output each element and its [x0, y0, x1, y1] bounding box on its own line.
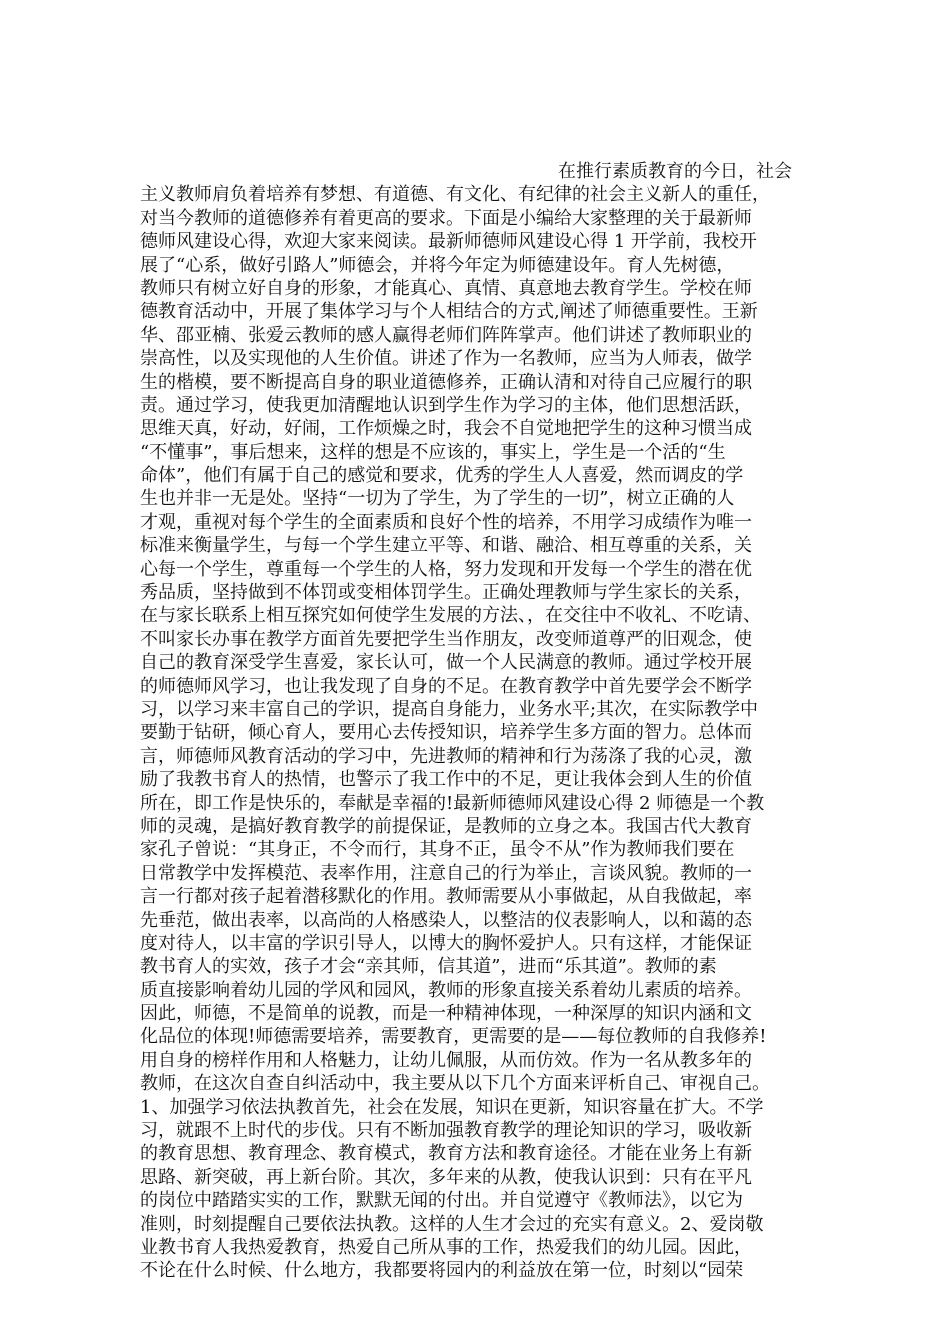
text-line: 主义教师肩负着培养有梦想、有道德、有文化、有纪律的社会主义新人的重任， [140, 184, 770, 206]
text-line: 的师德师风学习，也让我发现了自身的不足。在教育教学中首先要学会不断学 [140, 675, 752, 697]
text-line: 标准来衡量学生，与每一个学生建立平等、和谐、融洽、相互尊重的关系，关 [140, 535, 752, 557]
text-line: 教师，在这次自查自纠活动中，我主要从以下几个方面来评析自己、审视自己。 [140, 1073, 770, 1095]
text-line: 度对待人，以丰富的学识引导人，以博大的胸怀爱护人。只有这样，才能保证 [140, 932, 752, 954]
text-line: 生的楷模，要不断提高自身的职业道德修养，正确认清和对待自己应履行的职 [140, 371, 752, 393]
text-line: 用自身的榜样作用和人格魅力，让幼儿佩服，从而仿效。作为一名从教多年的 [140, 1049, 752, 1071]
text-line: 思路、新突破，再上新台阶。其次，多年来的从教，使我认识到：只有在平凡 [140, 1166, 752, 1188]
text-line: 所在，即工作是快乐的，奉献是幸福的!最新师德师风建设心得 2 师德是一个教 [140, 792, 765, 814]
text-line: 德教育活动中，开展了集体学习与个人相结合的方式,阐述了师德重要性。王新 [140, 301, 758, 323]
text-line: 言，师德师风教育活动的学习中，先进教师的精神和行为荡涤了我的心灵，激 [140, 745, 752, 767]
text-line: 因此，师德，不是简单的说教，而是一种精神体现，一种深厚的知识内涵和文 [140, 1003, 752, 1025]
text-line: 在推行素质教育的今日，社会 [558, 161, 792, 182]
text-line: 质直接影响着幼儿园的学风和园风，教师的形象直接关系着幼儿素质的培养。 [140, 979, 752, 1001]
text-line: 的岗位中踏踏实实的工作，默默无闻的付出。并自觉遵守《教师法》，以它为 [140, 1190, 743, 1212]
text-line: 思维天真，好动，好闹，工作烦燥之时，我会不自觉地把学生的这种习惯当成 [140, 418, 752, 440]
text-line: 展了“心系，做好引路人”师德会，并将今年定为师德建设年。育人先树德， [140, 254, 735, 276]
text-line: 不论在什么时候、什么地方，我都要将园内的利益放在第一位，时刻以“园荣 [140, 1260, 744, 1282]
text-line: 励了我教书育人的热情，也警示了我工作中的不足，更让我体会到人生的价值 [140, 769, 752, 791]
text-line: 日常教学中发挥模范、表率作用，注意自己的行为举止，言谈风貌。教师的一 [140, 862, 752, 884]
text-line: 1、加强学习依法执教首先，社会在发展，知识在更新，知识容量在扩大。不学 [140, 1096, 764, 1118]
text-line: 家孔子曾说：“其身正，不令而行，其身不正，虽令不从”作为教师我们要在 [140, 839, 735, 861]
text-line: 的教育思想、教育理念、教育模式，教育方法和教育途径。才能在业务上有新 [140, 1143, 752, 1165]
text-line: 对当今教师的道德修养有着更高的要求。下面是小编给大家整理的关于最新师 [140, 207, 752, 229]
text-line: 习，就跟不上时代的步伐。只有不断加强教育教学的理论知识的学习，吸收新 [140, 1120, 752, 1142]
text-line: 生也并非一无是处。坚持“一切为了学生，为了学生的一切”，树立正确的人 [140, 488, 735, 510]
text-line: 在与家长联系上相互探究如何使学生发展的方法、，在交往中不收礼、不吃请、 [140, 605, 761, 627]
text-line: 德师风建设心得，欢迎大家来阅读。最新师德师风建设心得 1 开学前，我校开 [140, 231, 757, 253]
text-line: “不懂事”，事后想来，这样的想是不应该的，事实上，学生是一个活的“生 [140, 441, 726, 463]
text-line: 教书育人的实效，孩子才会“亲其师，信其道”，进而“乐其道”。教师的素 [140, 956, 717, 978]
text-line: 教师只有树立好自身的形象，才能真心、真情、真意地去教育学生。学校在师 [140, 277, 752, 299]
text-line: 自己的教育深受学生喜爱，家长认可，做一个人民满意的教师。通过学校开展 [140, 652, 752, 674]
text-line: 才观，重视对每个学生的全面素质和良好个性的培养，不用学习成绩作为唯一 [140, 511, 752, 533]
text-line: 责。通过学习，使我更加清醒地认识到学生作为学习的主体，他们思想活跃， [140, 394, 752, 416]
text-line: 秀品质，坚持做到不体罚或变相体罚学生。正确处理教师与学生家长的关系， [140, 582, 752, 604]
text-line: 不叫家长办事在教学方面首先要把学生当作朋友，改变师道尊严的旧观念，使 [140, 628, 752, 650]
text-line: 化品位的体现!师德需要培养，需要教育，更需要的是——每位教师的自我修养! [140, 1026, 767, 1048]
text-line: 华、邵亚楠、张爱云教师的感人赢得老师们阵阵掌声。他们讲述了教师职业的 [140, 324, 752, 346]
text-line: 命体”，他们有属于自己的感觉和要求，优秀的学生人人喜爱，然而调皮的学 [140, 465, 744, 487]
text-line: 要勤于钻研，倾心育人，要用心去传授知识，培养学生多方面的智力。总体而 [140, 722, 752, 744]
text-line: 师的灵魂，是搞好教育教学的前提保证，是教师的立身之本。我国古代大教育 [140, 815, 752, 837]
text-line: 习，以学习来丰富自己的学识，提高自身能力，业务水平;其次，在实际教学中 [140, 698, 759, 720]
text-line: 业教书育人我热爱教育，热爱自己所从事的工作，热爱我们的幼儿园。因此， [140, 1236, 752, 1258]
text-line: 崇高性，以及实现他的人生价值。讲述了作为一名教师，应当为人师表，做学 [140, 348, 752, 370]
text-line: 先垂范，做出表率，以高尚的人格感染人，以整洁的仪表影响人，以和蔼的态 [140, 909, 752, 931]
text-line: 心每一个学生，尊重每一个学生的人格，努力发现和开发每一个学生的潜在优 [140, 558, 752, 580]
text-line: 准则，时刻提醒自己要依法执教。这样的人生才会过的充实有意义。2、爱岗敬 [140, 1213, 764, 1235]
text-line: 言一行都对孩子起着潜移默化的作用。教师需要从小事做起，从自我做起，率 [140, 886, 752, 908]
body-paragraph [140, 160, 816, 1283]
